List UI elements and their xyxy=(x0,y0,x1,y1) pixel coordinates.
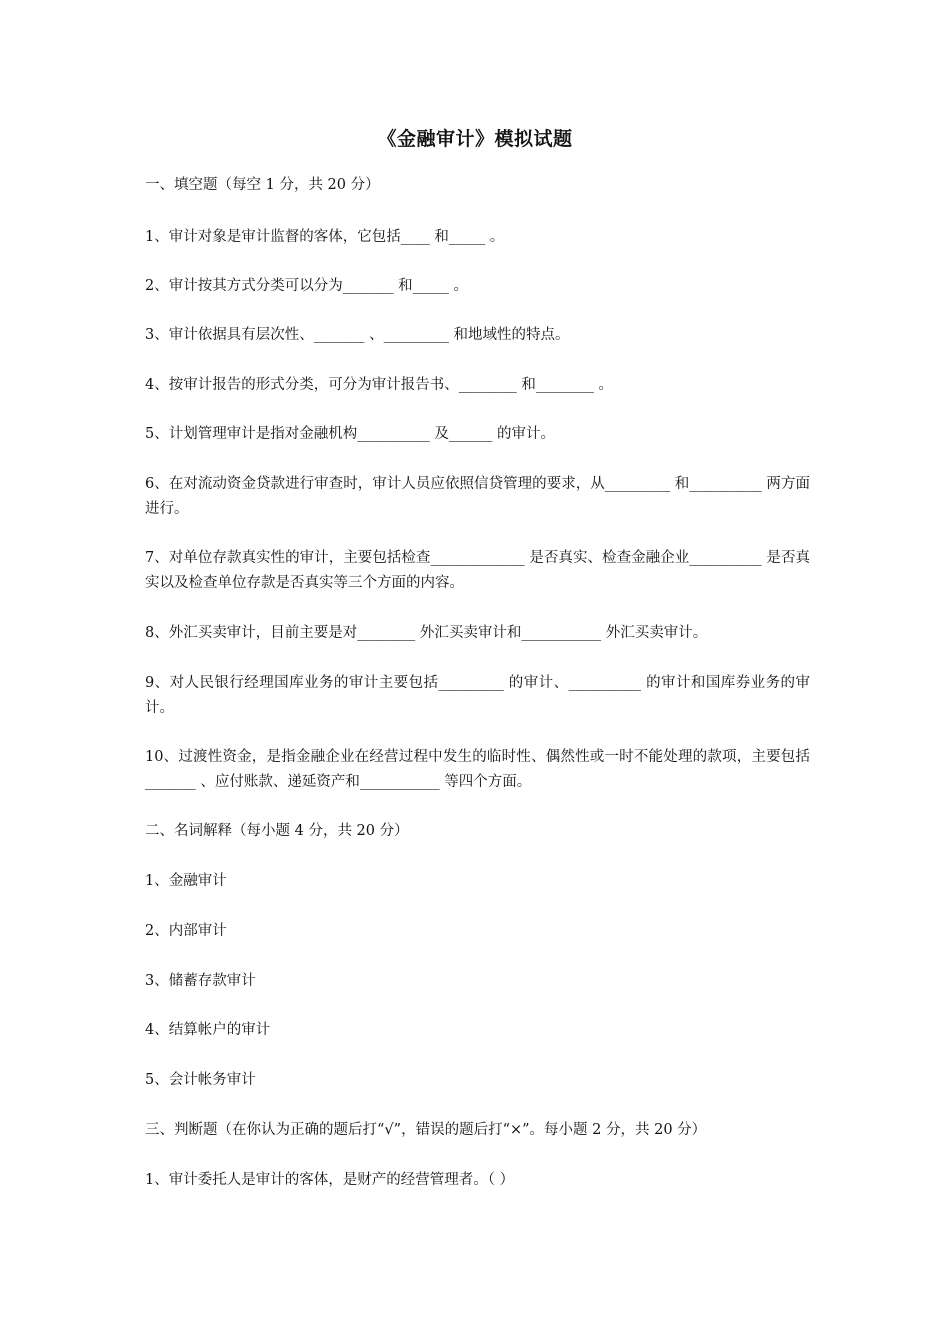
fill-blank-question: 7、对单位存款真实性的审计，主要包括检查_____________ 是否真实、检查金融企业__________ 是否真实以及检查单位存款是否真实等三个方面的内容。 xyxy=(145,550,810,591)
fill-blank-question: 4、按审计报告的形式分类，可分为审计报告书、________ 和________ 。 xyxy=(145,377,613,393)
fill-blank-question: 5、计划管理审计是指对金融机构__________ 及______ 的审计。 xyxy=(145,426,555,442)
fill-blank-question: 3、审计依据具有层次性、_______ 、_________ 和地域性的特点。 xyxy=(145,327,570,343)
term-question: 3、储蓄存款审计 xyxy=(145,973,256,989)
fill-blank-question: 9、对人民银行经理国库业务的审计主要包括_________ 的审计、__________ 的审计和国库券业务的审计。 xyxy=(145,675,810,716)
section1-heading: 一、填空题（每空 1 分，共 20 分） xyxy=(145,177,380,193)
true-false-question: 1、审计委托人是审计的客体，是财产的经营管理者。（ ） xyxy=(145,1172,515,1188)
fill-blank-question: 10、过渡性资金，是指金融企业在经营过程中发生的临时性、偶然性或一时不能处理的款项，主要包括_______ 、应付账款、递延资产和___________ 等四个方面。 xyxy=(145,749,810,790)
term-question: 5、会计帐务审计 xyxy=(145,1072,256,1088)
term-question: 2、内部审计 xyxy=(145,923,227,939)
section3-heading: 三、判断题（在你认为正确的题后打“√”，错误的题后打“×”。每小题 2 分，共 20 分） xyxy=(145,1122,707,1138)
term-question: 4、结算帐户的审计 xyxy=(145,1022,271,1038)
fill-blank-question: 2、审计按其方式分类可以分为_______ 和_____ 。 xyxy=(145,278,468,294)
term-question: 1、金融审计 xyxy=(145,873,227,889)
section2-heading: 二、名词解释（每小题 4 分，共 20 分） xyxy=(145,823,409,839)
document-title: 《金融审计》模拟试题 xyxy=(377,128,573,150)
fill-blank-question: 8、外汇买卖审计，目前主要是对________ 外汇买卖审计和___________ 外汇买卖审计。 xyxy=(145,625,708,641)
fill-blank-question: 1、审计对象是审计监督的客体，它包括____ 和_____ 。 xyxy=(145,229,505,245)
fill-blank-question: 6、在对流动资金贷款进行审查时，审计人员应依照信贷管理的要求，从_________ 和__________ 两方面进行。 xyxy=(145,476,810,517)
